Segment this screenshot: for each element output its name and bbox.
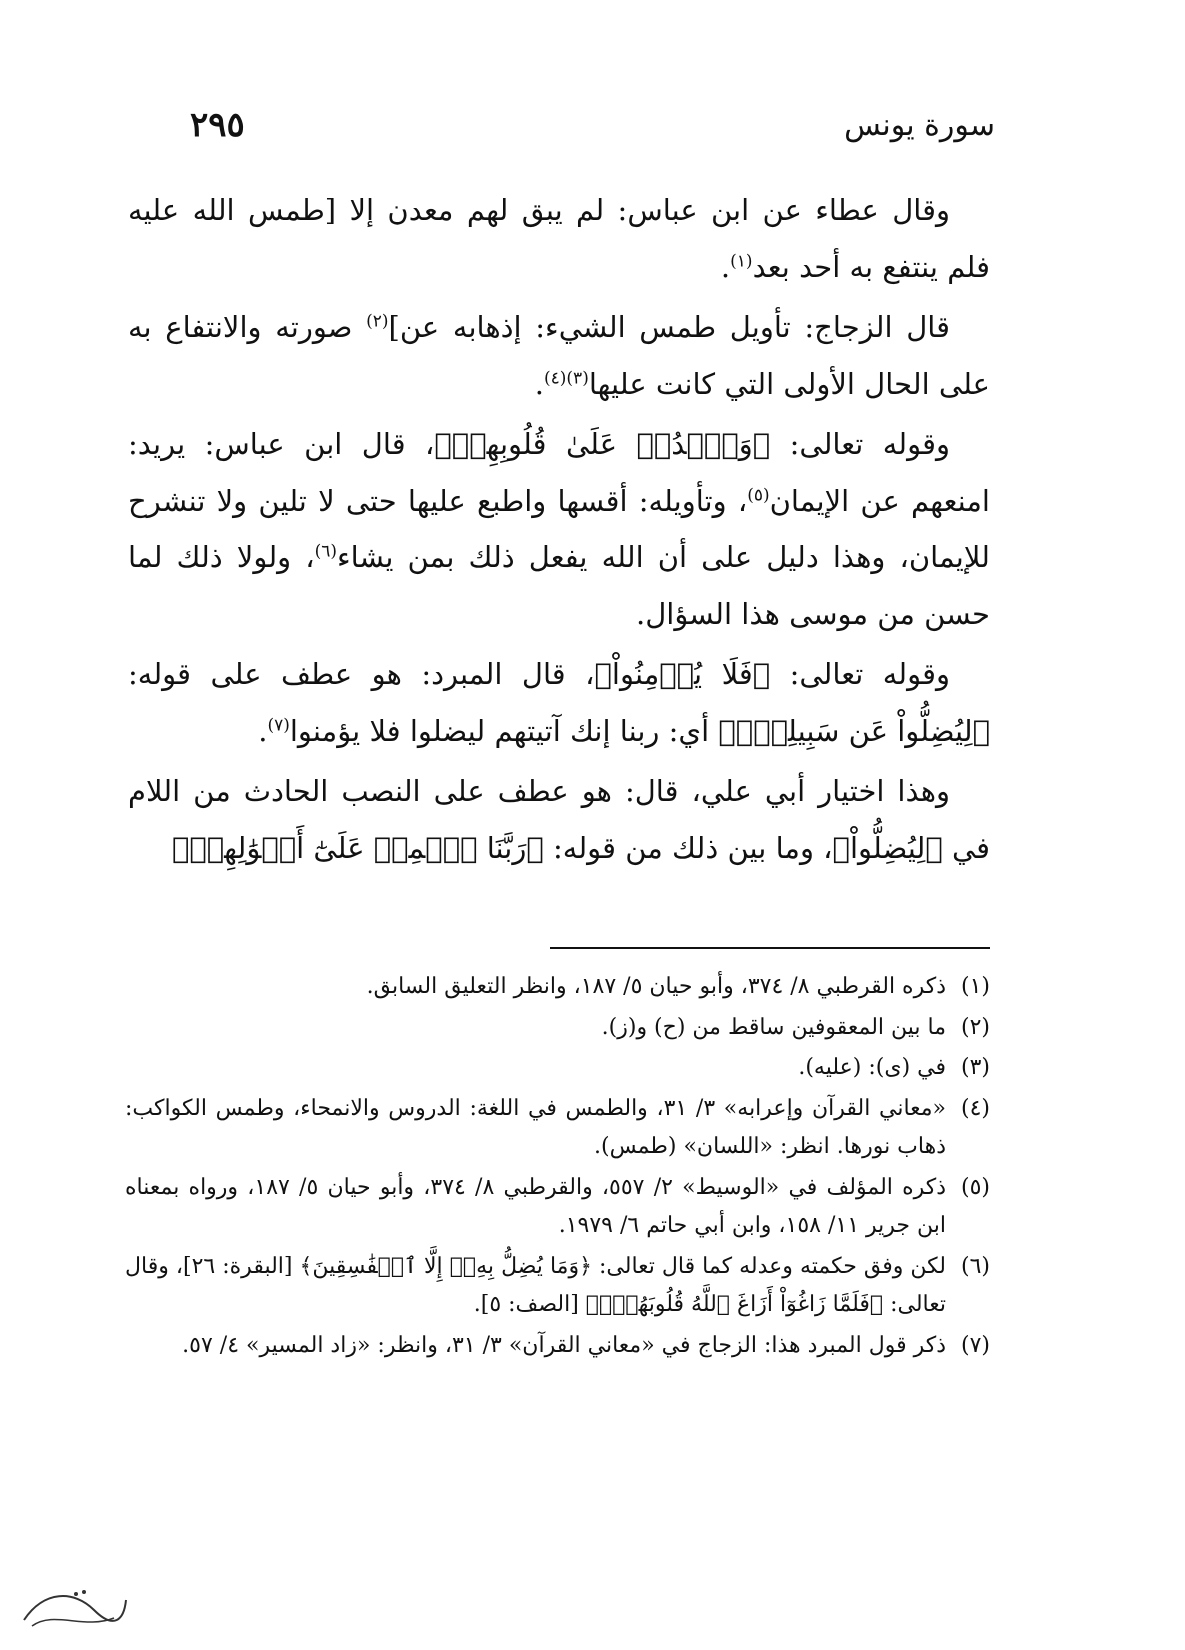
footnotes	[125, 968, 990, 1367]
footnote-number: (٣)	[960, 1055, 990, 1080]
paragraph-text: أي: ربنا إنك آتيتهم ليضلوا فلا يؤمنوا	[289, 713, 719, 748]
paragraph-text: وقوله تعالى:	[770, 657, 950, 691]
footnote-marker: (٦)	[314, 541, 338, 562]
quran-quote: ﴿لِيُضِلُّواْ عَن سَبِيلِكَۖ﴾	[718, 713, 990, 748]
footnote	[125, 1090, 990, 1167]
footnote-marker: (٧)	[267, 714, 290, 735]
paragraph-text: وقوله تعالى:	[770, 427, 950, 461]
body-paragraph	[128, 416, 990, 642]
footnote-number: (٤)	[960, 1095, 990, 1121]
footnote-number: (٦)	[960, 1253, 990, 1279]
footnote	[125, 1248, 990, 1325]
paragraph-text: ، ولولا ذلك لما حسن من موسى هذا السؤال.	[128, 540, 990, 631]
footnote-marker: (٢)	[366, 311, 389, 332]
footnote-text: ذكر قول المبرد هذا: الزجاج في «معاني القرآن» ٣/ ٣١، وانظر: «زاد المسير» ٤/ ٥٧.	[182, 1332, 946, 1358]
footnote-number: (٥)	[960, 1174, 990, 1200]
body-paragraph	[128, 763, 990, 876]
footnote	[125, 968, 990, 1007]
footnote-number: (٧)	[960, 1332, 990, 1358]
quran-quote: ﴿رَبَّنَا ٱطۡمِسۡ عَلَىٰٓ أَمۡوَٰلِهِمۡ﴾	[171, 830, 544, 865]
paragraph-text: وهذا اختيار أبي علي، قال: هو عطف على النصب الحادث من اللام في	[128, 774, 990, 865]
paragraph-text: .	[534, 366, 544, 401]
running-title: سورة يونس	[844, 107, 995, 143]
body-paragraph	[128, 182, 990, 295]
footnote-marker: (٣)(٤)	[544, 367, 589, 388]
footnote	[125, 1049, 990, 1088]
paragraph-text: .	[720, 249, 731, 284]
quran-quote: ﴿وَٱشۡدُدۡ عَلَىٰ قُلُوبِهِمۡ﴾	[434, 427, 771, 461]
footnote-text: ذكره القرطبي ٨/ ٣٧٤، وأبو حيان ٥/ ١٨٧، وانظر التعليق السابق.	[366, 974, 946, 999]
paragraph-text: .	[258, 713, 268, 748]
body-paragraph	[128, 646, 990, 759]
paragraph-text: ، قال ابن عباس: يريد: امنعهم عن الإيمان	[128, 427, 990, 518]
publisher-logo	[14, 1580, 134, 1640]
footnote-number: (١)	[960, 974, 990, 999]
footnote-text: ذكره المؤلف في «الوسيط» ٢/ ٥٥٧، والقرطبي ٨/ ٣٧٤، وأبو حيان ٥/ ١٨٧، ورواه بمعناه ابن جرير ١١/ ١٥٨، وابن أبي حاتم ٦/ ١٩٧٩.	[125, 1174, 947, 1238]
paragraph-text: قال الزجاج: تأويل طمس الشيء: إذهابه عن]	[388, 310, 950, 344]
page-header	[190, 100, 995, 150]
quran-quote: ﴿لِيُضِلُّواْ﴾	[832, 830, 943, 865]
footnote-text: لكن وفق حكمته وعدله كما قال تعالى: ﴿وَمَا يُضِلُّ بِهِۦٓ إِلَّا ٱلۡفَٰسِقِينَ﴾ [البقرة: ٢٦]، وقال تعالى: ﴿فَلَمَّا زَاغُوٓاْ أَزَاغَ ٱللَّهُ قُلُوبَهُمۡۚ﴾ [الصف: ٥].	[125, 1253, 947, 1317]
logo-mark-icon	[14, 1580, 134, 1640]
main-text	[128, 182, 990, 876]
body-paragraph	[128, 299, 990, 412]
footnote	[125, 1327, 990, 1366]
paragraph-text: وقال عطاء عن ابن عباس: لم يبق لهم معدن إلا [طمس الله عليه فلم ينتفع به أحد بعد	[128, 193, 990, 284]
quran-quote: ﴿فَلَا يُؤۡمِنُواْ﴾	[594, 657, 771, 691]
footnote-separator	[550, 947, 990, 949]
footnote	[125, 1009, 990, 1048]
page-number: ٢٩٥	[190, 105, 245, 145]
footnote-marker: (٥)	[747, 484, 770, 505]
footnote-text: ما بين المعقوفين ساقط من (ح) و(ز).	[601, 1014, 946, 1040]
paragraph-text: صورته والانتفاع به على الحال الأولى التي كانت عليها	[128, 310, 990, 401]
footnote-text: في (ى): (عليه).	[798, 1055, 946, 1080]
paragraph-text: ، وما بين ذلك من قوله:	[543, 830, 833, 865]
footnote	[125, 1169, 990, 1246]
paragraph-text: ، قال المبرد: هو عطف على قوله:	[128, 657, 595, 691]
footnote-text: «معاني القرآن وإعرابه» ٣/ ٣١، والطمس في اللغة: الدروس والانمحاء، وطمس الكواكب: ذهاب نورها. انظر: «اللسان» (طمس).	[125, 1095, 947, 1159]
footnote-number: (٢)	[960, 1014, 990, 1040]
paragraph-text: ، وتأويله: أقسها واطبع عليها حتى لا تلين ولا تنشرح للإيمان، وهذا دليل على أن الله يفعل ذلك بمن يشاء	[128, 483, 990, 574]
footnote-marker: (١)	[730, 250, 753, 271]
